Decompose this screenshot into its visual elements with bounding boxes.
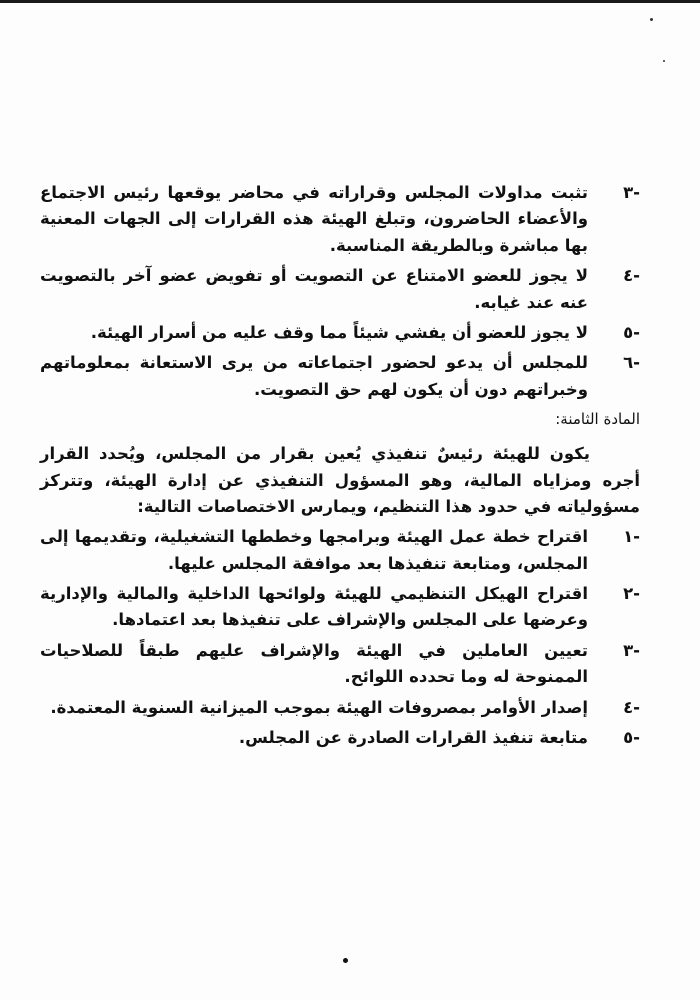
article-paragraph: يكون للهيئة رئيسٌ تنفيذي يُعين بقرار من المجلس، ويُحدد القرار أجره ومزاياه المالية، وهو المسؤول التنفيذي عن إدارة الهيئة، وتتركز مسؤولياته في حدود هذا التنظيم، ويمارس الاختصاصات التالية: <box>40 444 640 516</box>
item-text: تثبت مداولات المجلس وقراراته في محاضر يوقعها رئيس الاجتماع والأعضاء الحاضرون، وتبلغ الهيئة هذه القرارات إلى الجهات المعنية بها مباشرة وبالطريقة المناسبة. <box>40 183 588 255</box>
list-item <box>40 180 640 259</box>
item-number: -٣ <box>623 640 640 660</box>
list-item <box>40 524 640 577</box>
top-border-line <box>0 0 700 3</box>
list-item <box>40 320 640 346</box>
scan-speck <box>650 18 653 21</box>
item-number: -٥ <box>623 728 640 748</box>
item-text: اقتراح الهيكل التنظيمي للهيئة ولوائحها الداخلية والمالية والإدارية وعرضها على المجلس والإشراف على تنفيذها بعد اعتمادها. <box>40 584 588 630</box>
item-number: -٦ <box>623 353 640 373</box>
item-number: -٥ <box>623 322 640 342</box>
item-text: للمجلس أن يدعو لحضور اجتماعاته من يرى الاستعانة بمعلوماتهم وخبراتهم دون أن يكون لهم حق التصويت. <box>40 353 588 399</box>
item-text: متابعة تنفيذ القرارات الصادرة عن المجلس. <box>238 728 588 748</box>
page-marker-dot <box>343 958 348 963</box>
list-item <box>40 350 640 403</box>
document-body <box>40 180 640 755</box>
item-number: -٢ <box>623 584 640 604</box>
list-item <box>40 581 640 634</box>
scan-speck <box>663 60 665 62</box>
item-text: لا يجوز للعضو الامتناع عن التصويت أو تفويض عضو آخر بالتصويت عنه عند غيابه. <box>40 266 588 312</box>
item-text: إصدار الأوامر بمصروفات الهيئة بموجب الميزانية السنوية المعتمدة. <box>50 697 588 717</box>
item-number: -٤ <box>623 266 640 286</box>
list-item <box>40 695 640 721</box>
item-number: -٣ <box>623 183 640 202</box>
article-heading: المادة الثامنة: <box>555 410 640 429</box>
item-text: لا يجوز للعضو أن يفشي شيئاً مما وقف عليه من أسرار الهيئة. <box>90 322 588 342</box>
list-item <box>40 638 640 691</box>
item-number: -١ <box>623 527 640 547</box>
item-number: -٤ <box>623 697 640 717</box>
item-text: تعيين العاملين في الهيئة والإشراف عليهم طبقاً للصلاحيات الممنوحة له وما تحدده اللوائح. <box>40 640 588 687</box>
list-item <box>40 263 640 316</box>
list-item <box>40 725 640 751</box>
item-text: اقتراح خطة عمل الهيئة وبرامجها وخططها التشغيلية، وتقديمها إلى المجلس، ومتابعة تنفيذها بعد موافقة المجلس عليها. <box>40 527 588 573</box>
